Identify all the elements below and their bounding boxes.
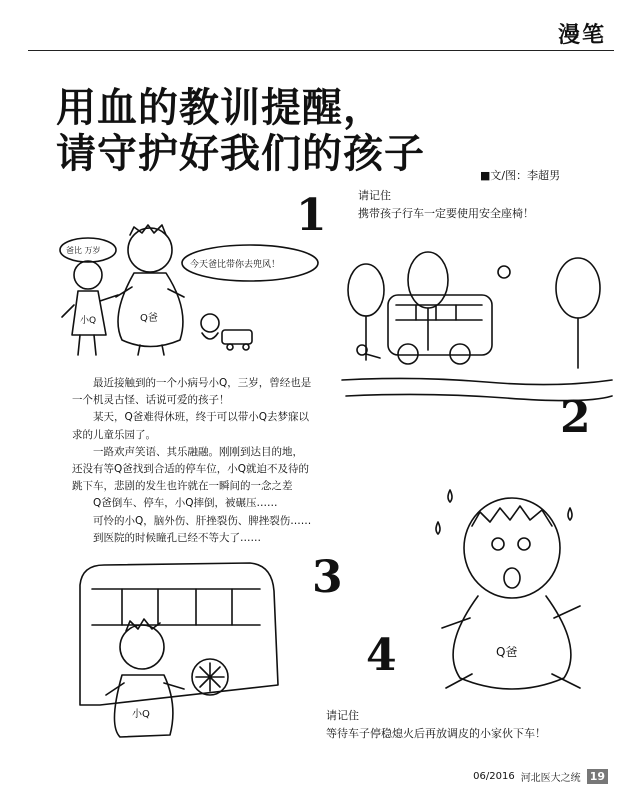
header-divider [28,50,614,51]
note-2-text: 等待车子停稳熄火后再放调皮的小家伙下车！ [326,727,546,740]
panel-number-3: 3 [312,552,343,603]
child-head [74,261,102,289]
paragraph: 可怜的小Q，脑外伤、肝挫裂伤、脾挫裂伤…… [93,514,312,527]
magazine-name: 河北医大之统 [520,773,581,784]
note-2-heading: 请记住 [326,709,359,722]
note-1-heading: 请记住 [358,189,391,202]
panel-2-illustration [336,250,616,410]
panel-number-4: 4 [366,630,397,681]
panel-number-2: 2 [560,392,591,443]
article-title-line-2: 请守护好我们的孩子 [56,131,425,177]
panel-1-illustration [50,205,320,370]
section-label: 漫笔 [557,23,606,48]
dad-label: Q爸 [140,313,158,324]
dad-bubble-text: 今天爸比带你去兜风！ [190,260,281,270]
byline: ■文/图：李超男 [480,169,561,182]
child-head [120,625,164,669]
child-label: 小Q [132,709,150,720]
note-1-text: 携带孩子行车一定要使用安全座椅！ [358,207,534,220]
article-title-line-1: 用血的教训提醒， [56,85,384,131]
paragraph: 一路欢声笑语、其乐融融。刚刚到达目的地，还没有等Q爸找到合适的停车位，小Q就迫不及待的跳下车，悲剧的发生也许就在一瞬间的一念之差 [72,445,310,493]
paragraph: 最近接触到的一个小病号小Q，三岁，曾经也是一个机灵古怪、话说可爱的孩子！ [72,377,312,407]
page-number: 19 [587,769,608,784]
child-label: 小Q [80,316,97,326]
paragraph: 某天，Q爸难得休班，终于可以带小Q去梦寐以求的儿童乐园了。 [72,411,310,441]
dad-head [464,498,560,598]
paragraph: 到医院的时候瞳孔已经不等大了…… [93,531,261,544]
panel-number-1: 1 [296,190,327,241]
issue-date: 06/2016 [473,771,515,782]
child-bubble-text: 爸比 万岁 [66,246,101,255]
page-footer [473,769,608,784]
paragraph: Q爸倒车、停车，小Q摔倒，被碾压…… [93,497,278,510]
dad-label: Q爸 [496,645,518,659]
panel-4-illustration [420,478,600,698]
article-body [72,375,312,547]
panel-3-illustration [60,555,300,745]
